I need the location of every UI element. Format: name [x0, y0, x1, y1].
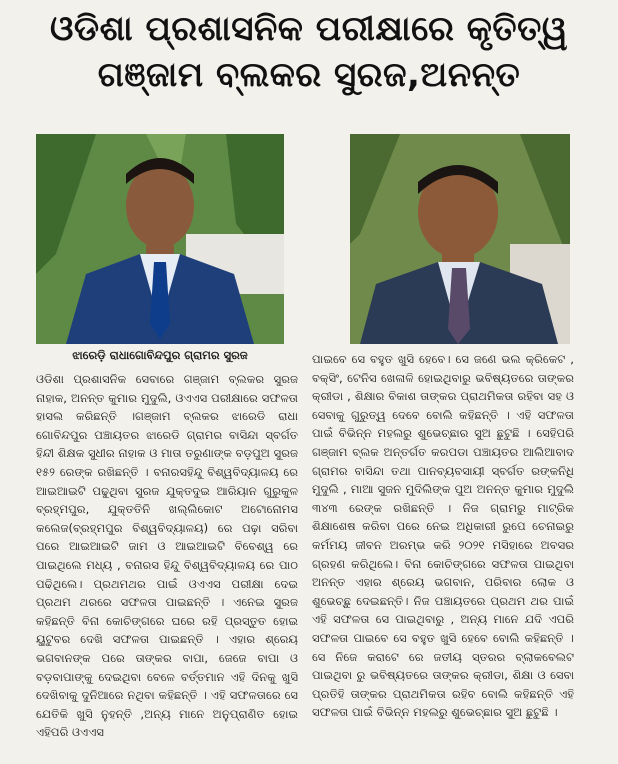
headline-line-1: ଓଡିଶା ପ୍ରଶାସନିକ ପରୀକ୍ଷାରେ କୃତିତ୍ୱ: [49, 9, 569, 49]
photo-caption: ଝାରେଡ଼ି ରାଧାଗୋବିନ୍ଦପୁର ଗ୍ରାମର ସୁରଜ: [72, 348, 248, 362]
photo-middle-aged-man-drawing: [350, 134, 570, 344]
photo-young-man: [36, 134, 284, 344]
photo-young-man-drawing: [36, 134, 284, 344]
headline-line-2: ଗଞ୍ଜାମ ବ୍ଲକର ସୁରଜ,ଅନନ୍ତ: [97, 55, 521, 95]
article-paragraph-right: ପାଇବେ ସେ ବହୁତ ଖୁସି ହେବେ। ସେ ଜଣେ ଭଲ କ୍ରିକେଟ , ବକ୍ସିଂ, ଟେନିସ ଖେଳାଳି ହୋଇଥିବାରୁ ଭବିଷ୍ୟତରେ ତାଙ୍କର କ୍ରୀଡା , ଶିକ୍ଷାର ବିକାଶ ତାଙ୍କର ପ୍ରାଥମିକତା ରହିବା ସହ ଓ ସେବାକୁ ଗୁରୁତ୍ୱ ଦେବେ ବୋଲି କହିଛନ୍ତି । ଏହି ସଫଳତା ପାଇଁ ବିଭିନ୍ନ ମହଲରୁ ଶୁଭେଚ୍ଛାର ସୁଅ ଛୁଟୁଛି । ସେହିପରି ଗଞ୍ଜାମ ବ୍ଲକ ଅନ୍ତର୍ଗତ କରପଡା ପଞ୍ଚାୟତର ଆଲିଆବାଦ ଗ୍ରାମର ବାସିନ୍ଦା ତଥା ପାନବ୍ୟବସାୟୀ ସ୍ବର୍ଗତ ରଙ୍କନିଧି ମୁଦୁଲି , ମାଆ ସୁଜନ ମୁଦିଲିଙ୍କ ପୁଅ ଅନନ୍ତ କୁମାର ମୁଦୁଲି ୩୪୩ ରେଙ୍କ ରଖିଛନ୍ତି । ନିଜ ଗ୍ରାମରୁ ମାଟ୍ରିକ ଶିକ୍ଷାଶେଷ କରିବା ପରେ ନେଇ ଅଧିକାରୀ ରୁପେ ଚେନାଇରୁ କର୍ମମୟ ଜୀବନ ଅରମ୍ଭ କରି ୨୦୨୧ ମସିହାରେ ଅବସର ଗ୍ରହଣ କରିଥିଲେ। ବିନା କୋଚିଙ୍ଗରେ ସଫଳତା ପାଇଥିବା ଅନନ୍ତ ଏହାର ଶ୍ରେୟ ଭଗବାନ, ପରିବାର ଲୋକ ଓ ଶୁଭେଚ୍ଛୁ ଦେଇଛନ୍ତି। ନିଜ ପଞ୍ଚାୟତରେ ପ୍ରଥମ ଥର ପାଇଁ ଏହି ସଫଳତା ସେ ପାଇଥିବାରୁ , ଅନ୍ୟ ମାନେ ଯଦି ଏପରି ସଫଳତା ପାଇବେ ସେ ବହୁତ ଖୁସି ହେବେ ବୋଲି କହିଛନ୍ତି । ସେ ନିଜେ କରାଟେ ରେ ଜତୀୟ ସ୍ତରର ବ୍ଲାକବେଲଟ ପାଇଥିବା ରୁ ଭବିଷ୍ୟତରେ ତାଙ୍କର କ୍ରୀଡା, ଶିକ୍ଷା ଓ ସେବା ପ୍ରତିହି ତାଙ୍କର ପ୍ରାଥମିକତା ରହିବ ବୋଲି କହିଛନ୍ତି ଏହି ସଫଳତା ପାଇଁ ବିଭିନ୍ନ ମହଲରୁ ଶୁଭେଚ୍ଛାର ସୁଅ ଛୁଟୁଛି ।: [312, 352, 574, 720]
article-column-right: [312, 350, 574, 722]
article-column-left: [36, 370, 298, 742]
headline: [0, 6, 618, 98]
article-paragraph-left: ଓଡିଶା ପ୍ରଶାସନିକ ସେବାରେ ଗଞ୍ଜାମ ବ୍ଲକର ସୁରଜ ନାହାକ, ଅନନ୍ତ କୁମାର ମୁଦୁଲି, ଓଏଏସ ପରୀକ୍ଷାରେ ସଫଳତା ହାସଲ କରିଛନ୍ତି ।ଗଞ୍ଜାମ ବ୍ଲକର ଝାରେଡି ରାଧା ଗୋବିନ୍ଦପୁର ପଞ୍ଚାୟତର ଝାରେଡି ଗ୍ରାମର ବାସିନ୍ଦା ସ୍ବର୍ଗତ ହିନ୍ଦୀ ଶିକ୍ଷକ ସୁଧୀର ନାହାକ ଓ ମାତା ତରୁଣାଙ୍କ ବଡ଼ପୁଅ ସୁରଜ ୧୫୨ ରେଙ୍କ ରଖିଛନ୍ତି । ବନାରସହିନ୍ଦୁ ବିଶ୍ୱବିଦ୍ୟାଳୟ ରେ ଆଇଆଇଟି ପଢୁଥିବା ସୁରଜ ଯୁକ୍ତଦୁଇ ଆରିୟାନ ଗୁରୁକୁଳ ବ୍ରହ୍ମପୁର, ଯୁକ୍ତତିନି ଖଲ୍ଲିକୋଟ ଅଟୋନୋମସ କଲେଜ(ବ୍ରହ୍ମପୁର ବିଶ୍ୱବିଦ୍ୟାଳୟ) ରେ ପଢ଼ା ସରିବା ପରେ ଆଇଆଇଟି ଜାମ ଓ ଆଇଆଇଟି ବିବେଶ୍ୱ ରେ ପାଇଥିଲେ ମଧ୍ୟ , ବନାରସ ହିନ୍ଦୁ ବିଶ୍ୱବିଦ୍ୟାଳୟ ରେ ପାଠ ପଢିଥିଲେ। ପ୍ରଥମଥର ପାଇଁ ଓଏଏସ ପରୀକ୍ଷା ଦେଇ ପ୍ରଥମ ଥରରେ ସଫଳତା ପାଇଛନ୍ତି । ଏନେଇ ସୁରଜ କହିଛନ୍ତି ବିନା କୋଚିଙ୍ଗରେ ଘରେ ରହି ପ୍ରସ୍ତୁତ ହୋଇ ୟୁଟୁବର ଦେଖି ସଫଳତା ପାଇଛନ୍ତି । ଏହାର ଶ୍ରେୟ ଭଗବାନଙ୍କ ପରେ ତାଙ୍କର ବାପା, ଜେଜେ ବାପା ଓ ବଡ଼ବାପାଙ୍କୁ ଦେଇଥିବା ବେଳେ ବର୍ତ୍ତମାନ ଏହି ଦିନକୁ ଖୁସି ଦେଖିବାକୁ ଦୁନିଆରେ ନଥିବା କହିଛନ୍ତି । ଏହି ସଫଳତାରେ ସେ ଯେତିକି ଖୁସି ନୁହନ୍ତି ,ଅନ୍ୟ ମାନେ ଅନୁପ୍ରାଣିତ ହୋଇ ଏହିପରି ଓଏଏସ: [36, 372, 298, 740]
photo-middle-aged-man: [350, 134, 570, 344]
